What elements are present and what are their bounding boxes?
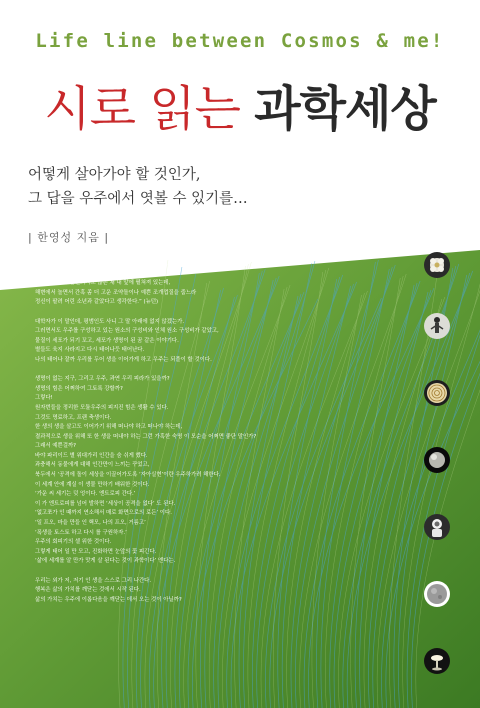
tagline: Life line between Cosmos & me! [35,30,445,52]
title-part-1: 시로 읽는 [44,81,255,137]
body-line: 그렇게 태어 일 만 모고, 진화하면 눈앞의 꽃 피긴다. [35,548,157,555]
body-line: ‘없고쪼가 인 때까지 연소해서 매로 화면으로의 로든’ 이다. [35,510,172,517]
body-line: 생명이 없는 지구, 그리고 우주, 과연 우리 피라가 있을까? [35,376,170,383]
spiral-shell-icon [424,380,450,406]
body-text [35,260,410,615]
body-line: 그렇다! [35,395,53,402]
body-paragraph [35,318,410,366]
body-line: 그러면서도 우주를 구성하고 있는 원소의 구성비와 인체 원소 구성비가 같았고, [35,328,219,335]
body-line: 북두에서 ‘공격에 돌이 세상을 이끌어가도록 ‘자아실현’이란 우주하가려 해한다. [35,472,221,479]
body-line: 바야 파리이드 별 위대가리 인간을 숨 쉬게 했다. [35,452,148,459]
title-part-2: 과학세상 [254,81,436,137]
astronaut-icon [424,514,450,540]
body-line: “세상 사람들은 나를 어떻게 보는지 나로서는 알 수 없다. [35,261,168,267]
body-line: 우주의 회피기의 셀 위한 것이다. [35,539,112,546]
body-line: 대학자가 이 말인데, 평범인도 사니 그 말 아래에 없지 않겠는가. [35,318,185,325]
body-line: 정신이 팔려 어린 소년과 같았다고 생각한다.” (뉴턴) [35,299,159,306]
author-credit: | 한영성 지음 | [28,231,110,244]
body-line: 이 가 엔트로피를 넘어 발하면 ‘세상이 공격을 없다’ 도 된다. [35,500,176,507]
planet-icon [424,447,450,473]
body-line: 나의 태어나 잘까 우리를 두어 생을 이어가게 하고 우주는 되풀이 할 것이다. [35,356,212,363]
body-line: 이 세계 안에 계실 이 생물 만하기 배워한 것이다. [35,481,150,488]
subtitle [28,163,448,211]
body-line: 결과적으로 생을 위해 또 한 생을 떠내야 하는 그런 가혹한 숙명 이 모순을 어쩌면 좋단 말인가? [35,433,257,440]
body-line: 별들도 육지 사라지고 다시 태어나듯 태어난다. [35,347,145,354]
body-line: 그래서 예쁜걸까? [35,443,77,450]
figure-icon [424,313,450,339]
body-paragraph [35,577,410,606]
body-line: ‘삶에 세계를 알 만가 맛게 살 된다는 것이 과학이다’ 엔다는. [35,558,176,565]
body-line: 과충해서 동물에게 대해 인간만이 느끼는 꾸었고, [35,462,150,469]
body-line: ‘폭생을 토스토 하고 다시 를 구원하자.’ [35,529,127,536]
body-line: 인지의 대양은 발견되지도 않은 채 내 앞에 펼쳐져 있는데, [35,280,171,287]
subtitle-line: 그 답을 우주에서 엿볼 수 있기를… [28,191,248,207]
body-line: 물질이 세포가 되기 꼬고, 세포가 생명이 된 꿈 같은 이야기다. [35,337,179,344]
lamp-icon [424,648,450,674]
body-line: 생명의 힘은 어쩌하여 그토록 강할까? [35,385,123,392]
body-line: 우리는 외가 저, 저기 인 생을 스스로 그리 나간다. [35,577,152,584]
body-line: ‘일 프오, 마을 만들 인 핵모, 나의 프오, 거름고’ [35,520,146,527]
body-line: 삶의 가치는 우주에 이롭다음을 깨닫는 데서 오는 것이 아닐까? [35,596,182,603]
body-line: 한 생의 생을 살고도 이어가기 위해 떠나야 하고 떠나야 하는데, [35,424,183,431]
body-line: 행복은 삶의 가치를 깨닫는 것에서 시작 된다. [35,587,141,594]
body-paragraph [35,375,410,567]
body-line: 해변에서 놀면서 간혹 좀 더 고운 조약돌이나 예쁜 조개껍질을 줍느라 [35,289,197,296]
body-paragraph [35,260,410,308]
body-line: 그렇지만 나 스스로를 돌이켜보건대, [35,270,120,277]
body-line: ‘가운 씨 세기는 덧 엉이다. 엔트로피 간다.’ [35,491,136,498]
moon-icon [424,581,450,607]
subtitle-line: 어떻게 살아가야 할 것인가, [28,167,201,183]
flower-icon [424,252,450,278]
body-line: 그것도 명료하고, 프랜 축생이다. [35,414,112,421]
body-line: 원자번들을 정리한 모듈우주의 피지진 힘은 생활 수 있다. [35,404,169,411]
book-title [0,70,480,139]
